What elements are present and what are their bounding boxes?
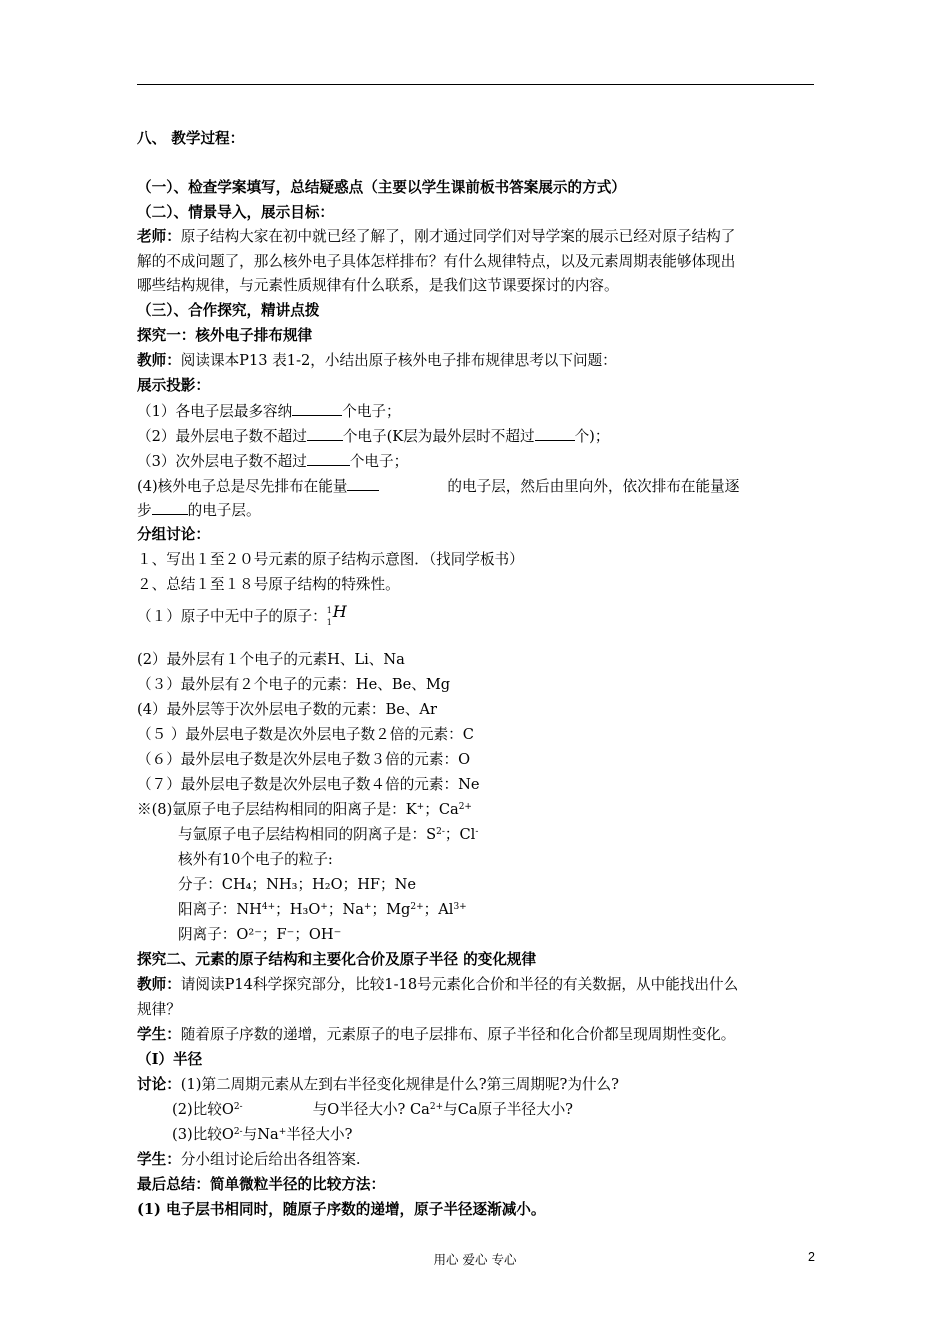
mass-number: 1 (326, 606, 332, 615)
jiaoshi-2-line-1 (137, 976, 738, 994)
superscript: + (416, 802, 425, 812)
question-4-line-2 (137, 501, 261, 520)
heading-3: （三）、合作探究，精讲点拨 (137, 302, 320, 319)
special-9-text-a: 与氩原子电子层结构相同的阴离子是：S (178, 826, 437, 843)
discussion-2-text-c: 与Ca原子半径大小? (443, 1101, 574, 1118)
q2-blank-2 (535, 427, 575, 441)
question-2 (137, 427, 609, 446)
student-2-text: 分小组讨论后给出各组答案. (180, 1151, 361, 1168)
summary-title: 最后总结：简单微粒半径的比较方法： (137, 1176, 386, 1193)
cation-na: ；Na (327, 901, 364, 918)
jiaoshi-line (137, 352, 617, 370)
q4-text-c: 步 (137, 502, 152, 519)
show-label: 展示投影： (137, 377, 210, 394)
special-4: (4）最外层等于次外层电子数的元素：Be、Ar (137, 701, 437, 718)
discussion-3-text-a: (3)比较O (172, 1126, 234, 1143)
superscript: - (475, 827, 479, 837)
heading-1: （一）、检查学案填写，总结疑惑点（主要以学生课前板书答案展示的方式） (137, 179, 626, 196)
hydrogen-isotope-symbol (326, 602, 353, 628)
special-6: （６）最外层电子数是次外层电子数３倍的元素：O (137, 751, 471, 768)
q2-blank-1 (307, 427, 343, 441)
q4-blank-1 (347, 477, 379, 491)
question-1 (137, 402, 401, 421)
molecules-line: 分子：CH₄；NH₃；H₂O；HF；Ne (178, 876, 417, 893)
discussion-3 (172, 1126, 352, 1144)
summary-item-1: (1) 电子层书相同时，随原子序数的递增，原子半径逐渐减小。 (137, 1201, 546, 1218)
superscript: 2- (233, 1127, 243, 1137)
special-10: 核外有10个电子的粒子: (178, 851, 333, 868)
cation-mg: ；Mg (371, 901, 411, 918)
question-3 (137, 452, 408, 471)
group-discussion-label: 分组讨论： (137, 526, 210, 543)
superscript: 4+ (261, 902, 276, 912)
superscript: + (363, 902, 372, 912)
q4-blank-2 (152, 501, 188, 515)
special-1-text: （１）原子中无中子的原子： (137, 608, 327, 625)
jiaoshi-2-text: 请阅读P14科学探究部分，比较1-18号元素化合价和半径的有关数据，从中能找出什么 (180, 976, 739, 993)
cation-h3o: ；H₃O (275, 901, 321, 918)
superscript: 2+ (429, 1102, 444, 1112)
discussion-label: 讨论： (137, 1076, 181, 1093)
q3-text-a: （3）次外层电子数不超过 (137, 453, 307, 470)
student-text: 随着原子序数的递增，元素原子的电子层排布、原子半径和化合价都呈现周期性变化。 (180, 1026, 736, 1043)
q3-text-b: 个电子； (349, 453, 409, 470)
q4-text-b: 的电子层，然后由里向外，依次排布在能量逐 (447, 478, 740, 495)
teacher-paragraph-line-1 (137, 228, 735, 246)
group-item-2: ２、总结１至１８号原子结构的特殊性。 (137, 576, 400, 593)
student-2-label: 学生： (137, 1151, 181, 1168)
discussion-2-text-a: (2)比较O (172, 1101, 234, 1118)
superscript: + (320, 902, 328, 912)
explore-1-title: 探究一：核外电子排布规律 (137, 327, 313, 344)
page-footer: 用心 爱心 专心 (433, 1252, 517, 1267)
student-line (137, 1026, 735, 1044)
radius-heading: （Ⅰ）半径 (137, 1051, 203, 1068)
superscript: 2+ (410, 902, 424, 912)
discussion-1-text: (1)第二周期元素从左到右半径变化规律是什么?第三周期呢?为什么? (180, 1076, 619, 1093)
header-rule (137, 84, 814, 85)
cation-al: ；Al (423, 901, 454, 918)
student-2-line (137, 1151, 361, 1169)
superscript: 2- (436, 827, 445, 837)
teacher-text-1: 原子结构大家在初中就已经了解了，刚才通过同学们对导学案的展示已经对原子结构了 (180, 228, 736, 245)
special-9-text-b: ；Cl (444, 826, 476, 843)
discussion-2 (172, 1101, 573, 1119)
q3-blank (307, 452, 350, 466)
special-1 (137, 602, 353, 628)
jiaoshi-text: 阅读课本P13 表1-2，小结出原子核外电子排布规律思考以下问题： (180, 352, 617, 369)
anions-line: 阴离子：O²⁻；F⁻；OH⁻ (178, 926, 342, 943)
cations-line (178, 901, 467, 919)
q2-text-c: 个)； (574, 428, 610, 445)
special-8-text-a: ※(8)氩原子电子层结构相同的阳离子是：K (137, 801, 417, 818)
cations-text: 阳离子：NH (178, 901, 262, 918)
heading-2: （二）、情景导入，展示目标： (137, 204, 335, 221)
student-label: 学生： (137, 1026, 181, 1043)
q4-text-a: (4)核外电子总是尽先排布在能量 (137, 478, 348, 495)
q2-text-b: 个电子(K层为最外层时不超过 (342, 428, 535, 445)
q1-blank (292, 402, 342, 416)
discussion-3-text-b: 与Na (242, 1126, 279, 1143)
special-9 (178, 826, 478, 844)
jiaoshi-2-line-2: 规律？ (137, 1001, 181, 1018)
special-2: (2）最外层有１个电子的元素H、Li、Na (137, 651, 405, 668)
jiaoshi-2-label: 教师： (137, 976, 181, 993)
atomic-number: 1 (326, 618, 332, 627)
page-number: 2 (808, 1250, 815, 1264)
superscript: 2- (233, 1102, 243, 1112)
discussion-1 (137, 1076, 619, 1094)
explore-2-title: 探究二、元素的原子结构和主要化合价及原子半径 的变化规律 (137, 951, 537, 968)
superscript: + (278, 1127, 287, 1137)
special-8 (137, 801, 472, 819)
group-item-1: １、写出１至２０号元素的原子结构示意图．（找同学板书） (137, 551, 524, 568)
discussion-3-text-c: 半径大小? (286, 1126, 353, 1143)
discussion-2-text-b: 与O半径大小? Ca (312, 1101, 430, 1118)
special-5: （５ ）最外层电子数是次外层电子数２倍的元素：C (137, 726, 474, 743)
q1-text-b: 个电子； (342, 403, 401, 420)
special-3: （３）最外层有２个电子的元素：He、Be、Mg (137, 676, 451, 693)
q2-text-a: （2）最外层电子数不超过 (137, 428, 307, 445)
special-7: （７）最外层电子数是次外层电子数４倍的元素：Ne (137, 776, 480, 793)
section-title: 八、 教学过程： (137, 130, 245, 147)
teacher-paragraph-line-3: 哪些结构规律，与元素性质规律有什么联系，是我们这节课要探讨的内容。 (137, 277, 619, 294)
teacher-paragraph-line-2: 解的不成问题了，那么核外电子具体怎样排布？有什么规律特点，以及元素周期表能够体现出 (137, 253, 736, 270)
question-4-line-1 (137, 477, 739, 496)
q1-text-a: （1）各电子层最多容纳 (137, 403, 293, 420)
element-symbol: H (332, 602, 347, 621)
jiaoshi-label: 教师： (137, 352, 181, 369)
superscript: 2+ (458, 802, 472, 812)
teacher-label: 老师： (137, 228, 181, 245)
special-8-text-b: ；Ca (424, 801, 459, 818)
superscript: 3+ (453, 902, 467, 912)
q4-text-d: 的电子层。 (187, 502, 261, 519)
